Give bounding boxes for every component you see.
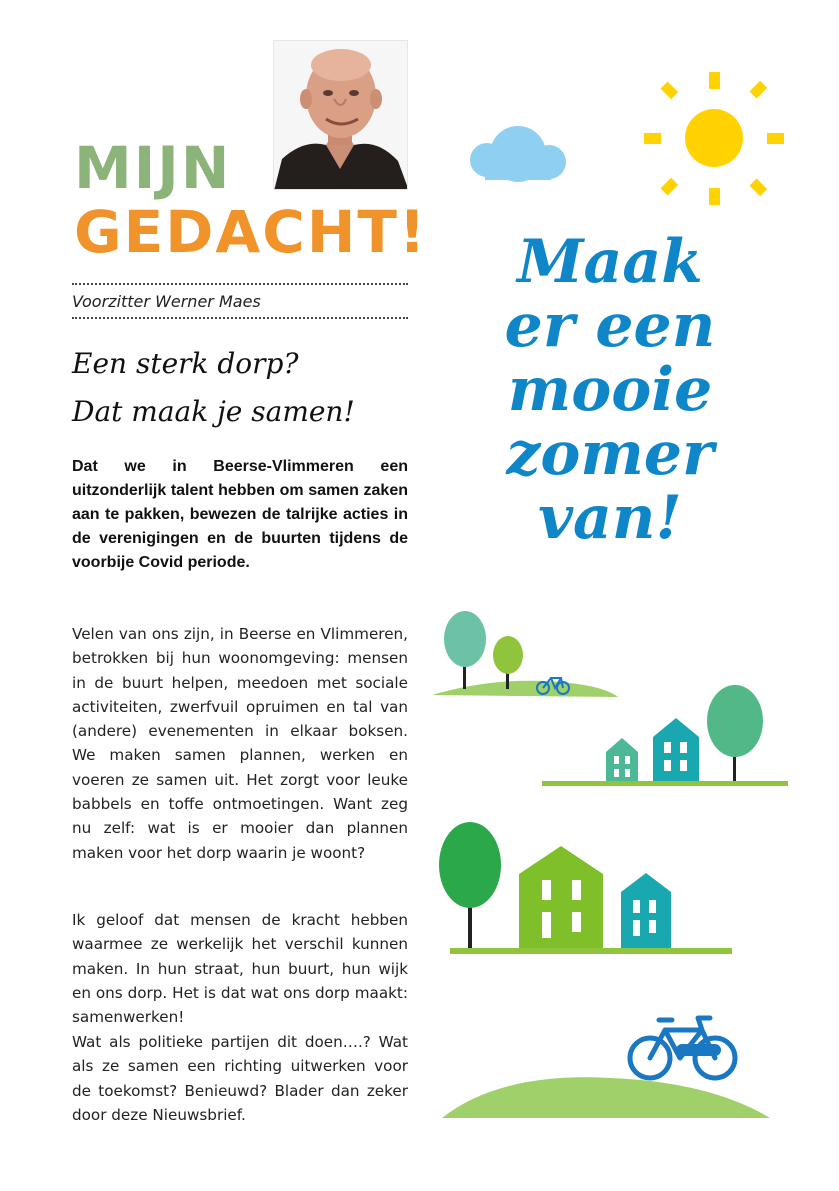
article-intro: Dat we in Beerse-Vlimmeren een uitzonderlijk talent hebben om samen zaken aan te pakken, bewezen de talrijke acties in de verenigingen en de buurten tijdens de voorbije Covid periode. [72,458,408,571]
author-portrait [273,40,408,190]
article-title-line1: Een sterk dorp? [72,347,299,380]
slogan-line-2: er een [504,291,716,361]
sun-icon [640,68,790,208]
tree-icon [493,636,523,674]
slogan-line-4: zomer [506,419,714,489]
byline: Voorzitter Werner Maes [72,292,261,311]
tree-icon [444,611,486,667]
article-paragraph-3: Wat als politieke partijen dit doen….? Wat als ze samen een richting uitwerken voor de toekomst? Benieuwd? Blader dan zeker door deze Nieuwsbrief. [72,1033,408,1124]
heading-mijn: MIJN [74,134,232,202]
portrait-illustration [274,41,408,190]
cloud-icon [463,120,573,190]
slogan-line-3: mooie [507,355,713,425]
scene-houses-tree [540,680,795,792]
house-icon [621,873,671,948]
article-title [72,340,412,436]
scene-big-houses [435,820,735,960]
slogan-line-5: van! [538,483,682,553]
heading-gedacht: GEDACHT! [74,198,428,266]
scene-bike-hill [440,1010,780,1125]
bike-chain-guard [676,1044,721,1056]
byline-box [72,283,408,319]
slogan [440,227,780,553]
house-small-icon [606,738,638,781]
house-icon [653,718,699,781]
house-large-icon [519,846,603,948]
article-title-line2: Dat maak je samen! [72,395,355,428]
slogan-line-1: Maak [517,227,703,297]
article-paragraph-2: Ik geloof dat mensen de kracht hebben waarmee ze werkelijk het verschil kunnen maken. In hun straat, hun buurt, hun wijk en ons dorp. Het is dat wat ons dorp maakt: samenwerken! [72,911,408,1027]
tree-icon [439,822,501,908]
article-paragraph-1: Velen van ons zijn, in Beerse en Vlimmeren, betrokken bij hun woonomgeving: mensen in de buurt helpen, meedoen met sociale activiteiten, zwerfvuil opruimen en tal van (andere) evenementen in elkaar boksen. We maken samen plannen, werken en voeren ze samen uit. Het zorgt voor leuke babbels en toffe ontmoetingen. Want zeg nu zelf: wat is er mooier dan plannen maken voor het dorp waarin je woont? [72,625,408,862]
tree-icon [707,685,763,757]
